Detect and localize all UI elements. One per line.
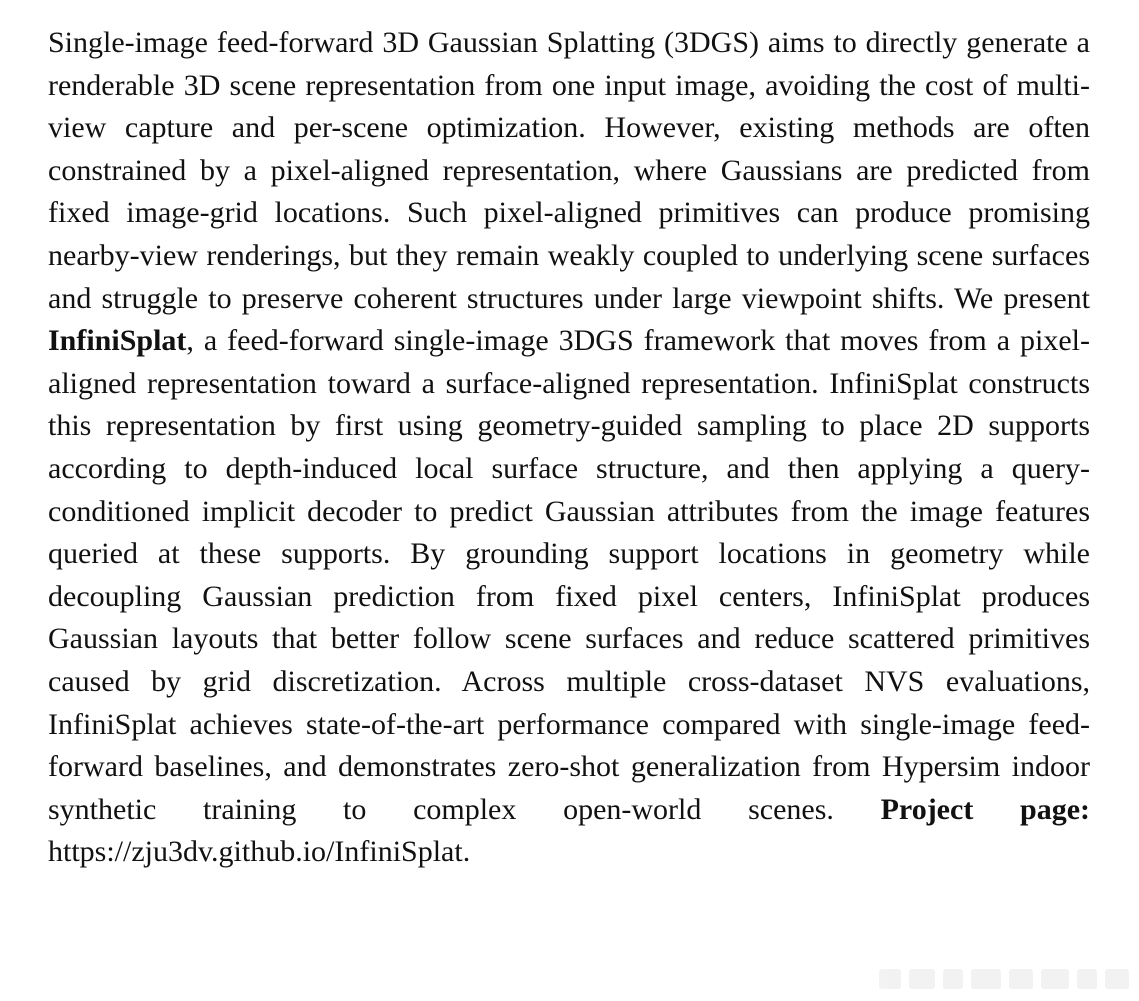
abstract-text-body: , a feed-forward single-image 3DGS framework that moves from a pixel-aligned representation toward a surface-aligned representation. InfiniSplat constructs this representation by first using geometry-guided sampling to place 2D supports according to depth-induced local surface structure, and then applying a query-conditioned implicit decoder to predict Gaussian attributes from the image features queried at these supports. By grounding support locations in geometry while decoupling Gaussian prediction from fixed pixel centers, InfiniSplat produces Gaussian layouts that better follow scene surfaces and reduce scattered primitives caused by grid discretization. Across multiple cross-dataset NVS evaluations, InfiniSplat achieves state-of-the-art performance compared with single-image feed-forward baselines, and demonstrates zero-shot generalization from Hypersim indoor synthetic training to complex open-world scenes. bbox=[48, 324, 1090, 826]
project-page-label: Project page: bbox=[880, 792, 1090, 826]
abstract-paragraph bbox=[48, 22, 1090, 874]
watermark bbox=[879, 965, 1129, 993]
project-page-url: https://zju3dv.github.io/InfiniSplat. bbox=[48, 835, 471, 869]
method-name: InfiniSplat bbox=[48, 324, 187, 358]
abstract-text-intro: Single-image feed-forward 3D Gaussian Splatting (3DGS) aims to directly generate a renderable 3D scene representation from one input image, avoiding the cost of multi-view capture and per-scene optimization. However, existing methods are often constrained by a pixel-aligned representation, where Gaussians are predicted from fixed image-grid locations. Such pixel-aligned primitives can produce promising nearby-view renderings, but they remain weakly coupled to underlying scene surfaces and struggle to preserve coherent structures under large viewpoint shifts. We present bbox=[48, 26, 1090, 315]
